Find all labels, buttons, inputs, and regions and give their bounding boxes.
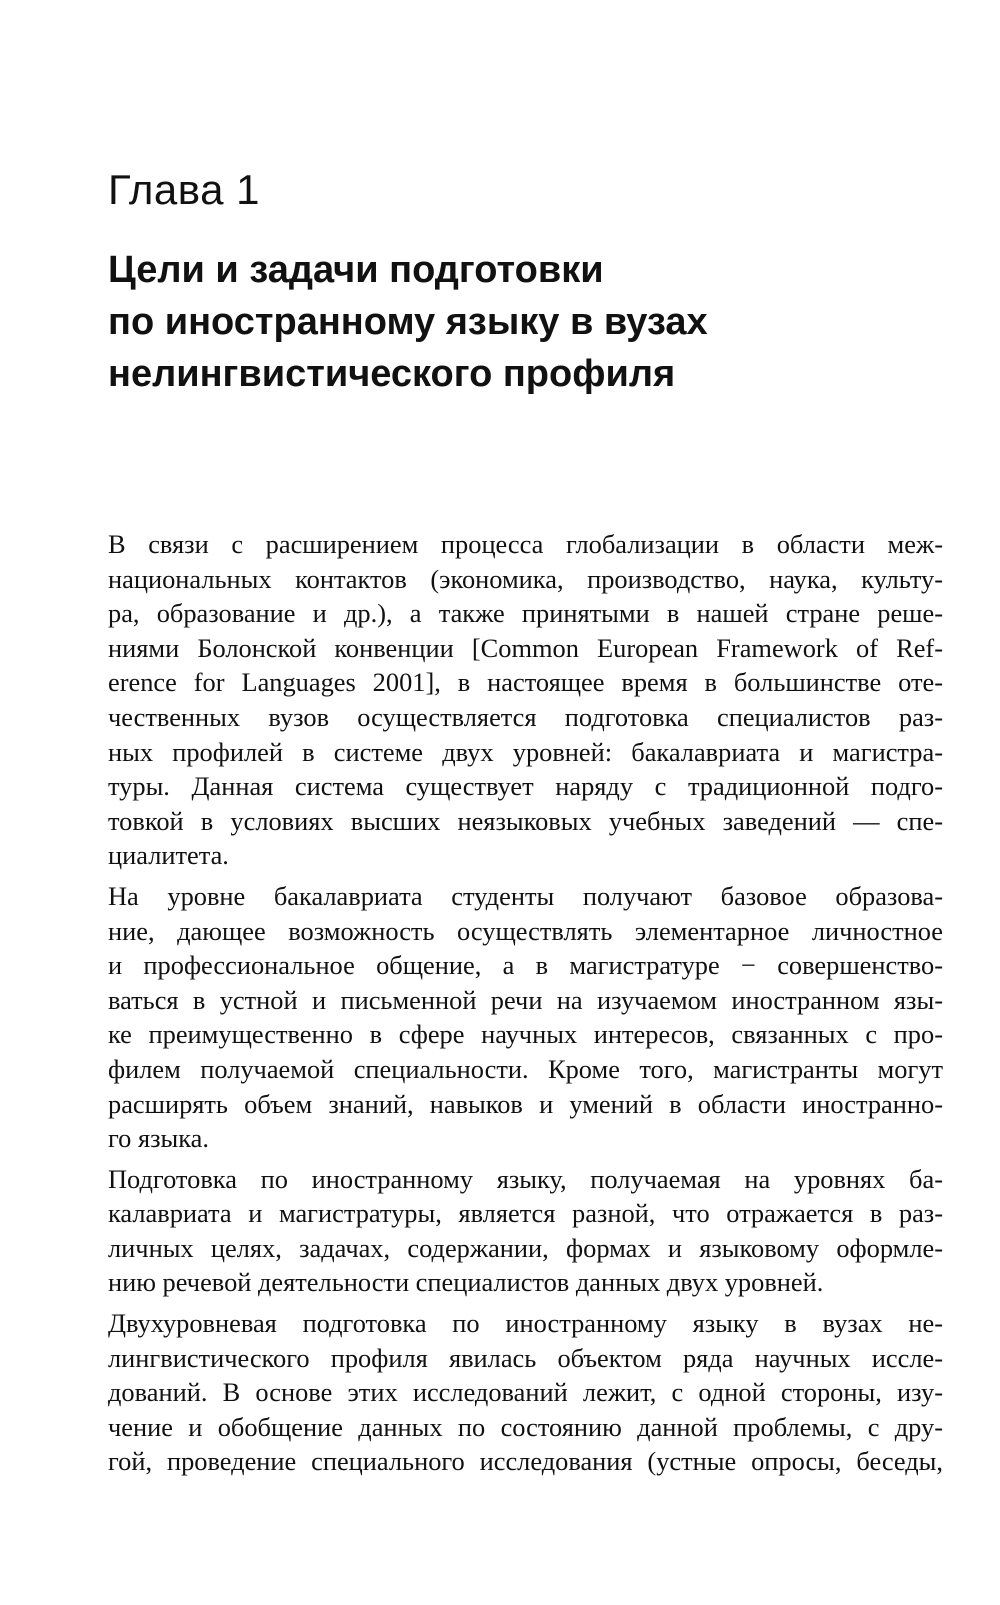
text-line: чение и обобщение данных по состоянию данной проблемы, с дру- xyxy=(108,1411,943,1442)
text-line: ных профилей в системе двух уровней: бакалавриата и магистра- xyxy=(108,736,943,767)
chapter-label: Глава 1 xyxy=(108,166,260,213)
text-line: личных целях, задачах, содержании, формах и языковому оформле- xyxy=(108,1232,943,1263)
text-line: Двухуровневая подготовка по иностранному языку в вузах не- xyxy=(108,1308,943,1339)
chapter-title-line: по иностранному языку в вузах xyxy=(108,301,708,343)
text-line: erence for Languages 2001], в настоящее время в большинстве оте- xyxy=(108,667,943,698)
text-line: ке преимущественно в сфере научных интересов, связанных с про- xyxy=(108,1019,943,1050)
chapter-body xyxy=(108,527,943,1485)
text-line: ваться в устной и письменной речи на изучаемом иностранном язы- xyxy=(108,984,943,1015)
text-line: чественных вузов осуществляется подготовка специалистов раз- xyxy=(108,701,943,732)
text-line: дований. В основе этих исследований лежит, с одной стороны, изу- xyxy=(108,1377,943,1408)
text-line: ниями Болонской конвенции [Common European Framework of Ref- xyxy=(108,632,943,663)
paragraph xyxy=(108,879,943,1156)
text-line: нию речевой деятельности специалистов данных двух уровней. xyxy=(108,1267,824,1298)
text-line: гой, проведение специального исследования (устные опросы, беседы, xyxy=(108,1446,943,1477)
chapter-title-line: Цели и задачи подготовки xyxy=(108,249,604,291)
text-line: циалитета. xyxy=(108,840,229,871)
text-line: ние, дающее возможность осуществлять элементарное личностное xyxy=(108,915,943,946)
text-line: ра, образование и др.), а также принятыми в нашей стране реше- xyxy=(108,598,943,629)
text-line: калавриата и магистратуры, является разной, что отражается в раз- xyxy=(108,1198,943,1229)
text-line: расширять объем знаний, навыков и умений в области иностранно- xyxy=(108,1088,943,1119)
chapter-title-line: нелингвистического профиля xyxy=(108,353,676,395)
text-line: лингвистического профиля явилась объектом ряда научных иссле- xyxy=(108,1342,943,1373)
paragraph xyxy=(108,1306,943,1479)
text-line: товкой в условиях высших неязыковых учебных заведений — спе- xyxy=(108,805,943,836)
text-line: и профессиональное общение, а в магистратуре − совершенство- xyxy=(108,950,943,981)
text-line: туры. Данная система существует наряду с традиционной подго- xyxy=(108,771,943,802)
paragraph xyxy=(108,1162,943,1300)
text-line: филем получаемой специальности. Кроме того, магистранты могут xyxy=(108,1053,943,1084)
text-line: На уровне бакалавриата студенты получают базовое образова- xyxy=(108,880,943,911)
text-line: Подготовка по иностранному языку, получаемая на уровнях ба- xyxy=(108,1163,943,1194)
text-line: го языка. xyxy=(108,1123,209,1154)
chapter-title xyxy=(108,244,948,400)
text-line: В связи с расширением процесса глобализации в области меж- xyxy=(108,529,943,559)
paragraph xyxy=(108,527,943,873)
text-line: национальных контактов (экономика, производство, наука, культу- xyxy=(108,563,943,594)
